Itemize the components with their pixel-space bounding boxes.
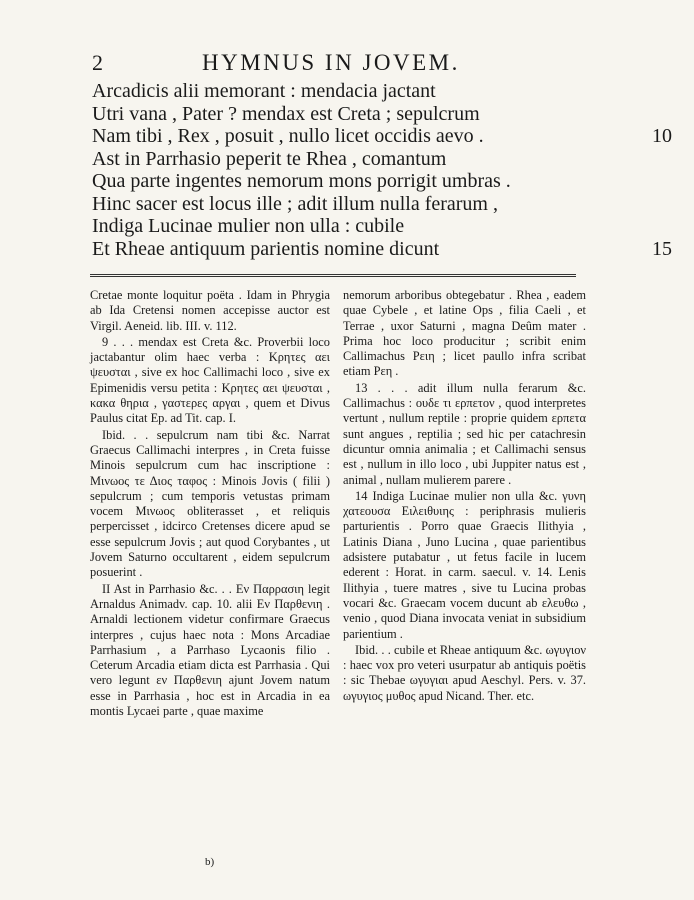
footnote: nemorum arboribus obtegebatur . Rhea , eadem quae Cybele , et latine Ops , filia Caeli , et Terrae , uxor Saturni , magna Deûm mater . Prima hoc loco producitur ; scribit enim Callimachus Ρειη ; licet paullo infra scribat etiam Ρεη . — [343, 288, 586, 379]
notes-column-right — [343, 288, 586, 704]
verse-line — [92, 148, 612, 171]
footnote: Cretae monte loquitur poëta . Idam in Phrygia ab Ida Cretensi nomen accepisse auctor est Virgil. Aeneid. lib. III. v. 112. — [90, 288, 330, 333]
page-header — [92, 50, 574, 80]
verse-line — [92, 170, 612, 193]
verse-text: Ast in Parrhasio peperit te Rhea , comantum — [92, 147, 447, 170]
footnote: II Ast in Parrhasio &c. . . Εν Παρρασιη legit Arnaldus Animadv. cap. 10. alii Εν Παρθενιη . Arnaldi lectionem videtur confirmare Graecus interpres , cujus haec nota : Mons Arcadiae Parrhasium , a Parrhaso Lycaonis filio . Ceterum Arcadia etiam dicta est Parrhasia . Qui vero legunt εν Παρθενιη ajunt Jovem natum esse in Parrhasia , hoc est in Arcadia in ea montis Lycaei parte , quae maxime — [90, 581, 330, 719]
running-title: HYMNUS IN JOVEM. — [202, 50, 460, 75]
verse-line — [92, 193, 612, 216]
verse-text: Hinc sacer est locus ille ; adit illum nulla ferarum , — [92, 192, 498, 215]
verse-text: Utri vana , Pater ? mendax est Creta ; sepulcrum — [92, 102, 480, 125]
verse-line — [92, 237, 672, 261]
verse-text: Arcadicis alii memorant : mendacia jactant — [92, 80, 436, 102]
page-number: 2 — [92, 50, 103, 75]
footnote: Ibid. . . cubile et Rheae antiquum &c. ωγυγιον : haec vox pro veteri usurpatur ab antiquis poëtis : sic Thebae ωγυγιαι apud Aeschyl. Pers. v. 37. ωγυγιος μυθος apud Nicand. Ther. etc. — [343, 642, 586, 703]
verse-text: Indiga Lucinae mulier non ulla : cubile — [92, 215, 405, 237]
verse-line — [92, 215, 612, 238]
verse-line — [92, 103, 612, 126]
footnote: 13 . . . adit illum nulla ferarum &c. Callimachus : ουδε τι ερπετον , quod interpretes vertunt , nullum reptile : proprie quidem ερπετα sunt angues , reptilia ; sed hic per catachresin dicuntur omnia animalia ; et Callimachi sensus est , nullum in illo loco , ubi Juppiter natus est , animal , nullam mulierem parere . — [343, 380, 586, 487]
verse-line — [92, 80, 612, 103]
verse-number: 10 — [652, 125, 672, 147]
verse-text: Nam tibi , Rex , posuit , nullo licet occidis aevo . — [92, 125, 484, 147]
footnote: Ibid. . . sepulcrum nam tibi &c. Narrat Graecus Callimachi interpres , in Creta fuisse Minois sepulcrum cum hac inscriptione : Μινωος τε Διος ταφος : Minois Jovis ( filii ) sepulcrum ; cum temporis vetustas primam vocem Μινωος obliterasset , et reliquis perpercisset , idcirco Cretenses dicere apud se esse sepulcrum Jovis ; aut quod Corybantes , ut Jovem Saturno occultarent , eidem sepulcrum posuerint . — [90, 427, 330, 580]
footnote: 9 . . . mendax est Creta &c. Proverbii loco jactabantur olim haec verba : Κρητες αει ψευσται , sive ex hoc Callimachi loco , sive ex Epimenidis versu petita : Κρητες αει ψευσται , κακα θηρια , γαστερες αργαι , quem et Divus Paulus citat Ep. ad Tit. cap. I. — [90, 334, 330, 426]
notes-column-left — [90, 288, 330, 719]
footnote-divider — [90, 274, 576, 277]
signature-mark: b) — [205, 856, 215, 868]
verse-text: Et Rheae antiquum parientis nomine dicunt — [92, 237, 440, 260]
verse-line — [92, 125, 672, 148]
footnote: 14 Indiga Lucinae mulier non ulla &c. γυνη χατεουσα Ειλειθυιης : periphrasis mulieris parturientis . Porro quae Graecis Ilithyia , Latinis Diana , Juno Lucina , quae parientibus adsistere putabatur , ut fetus facile in lucem ederent : Horat. in carm. saecul. v. 14. Lenis Ilithyia , tuere matres , sive tu Lucina probas vocari &c. Graecam vocem ducunt ab ελευθω , venio , quod Diana invocata veniat in subsidium parientium . — [343, 488, 586, 641]
verse-text: Qua parte ingentes nemorum mons porrigit umbras . — [92, 170, 511, 192]
verse-number: 15 — [652, 237, 672, 260]
verse-block — [92, 80, 672, 260]
